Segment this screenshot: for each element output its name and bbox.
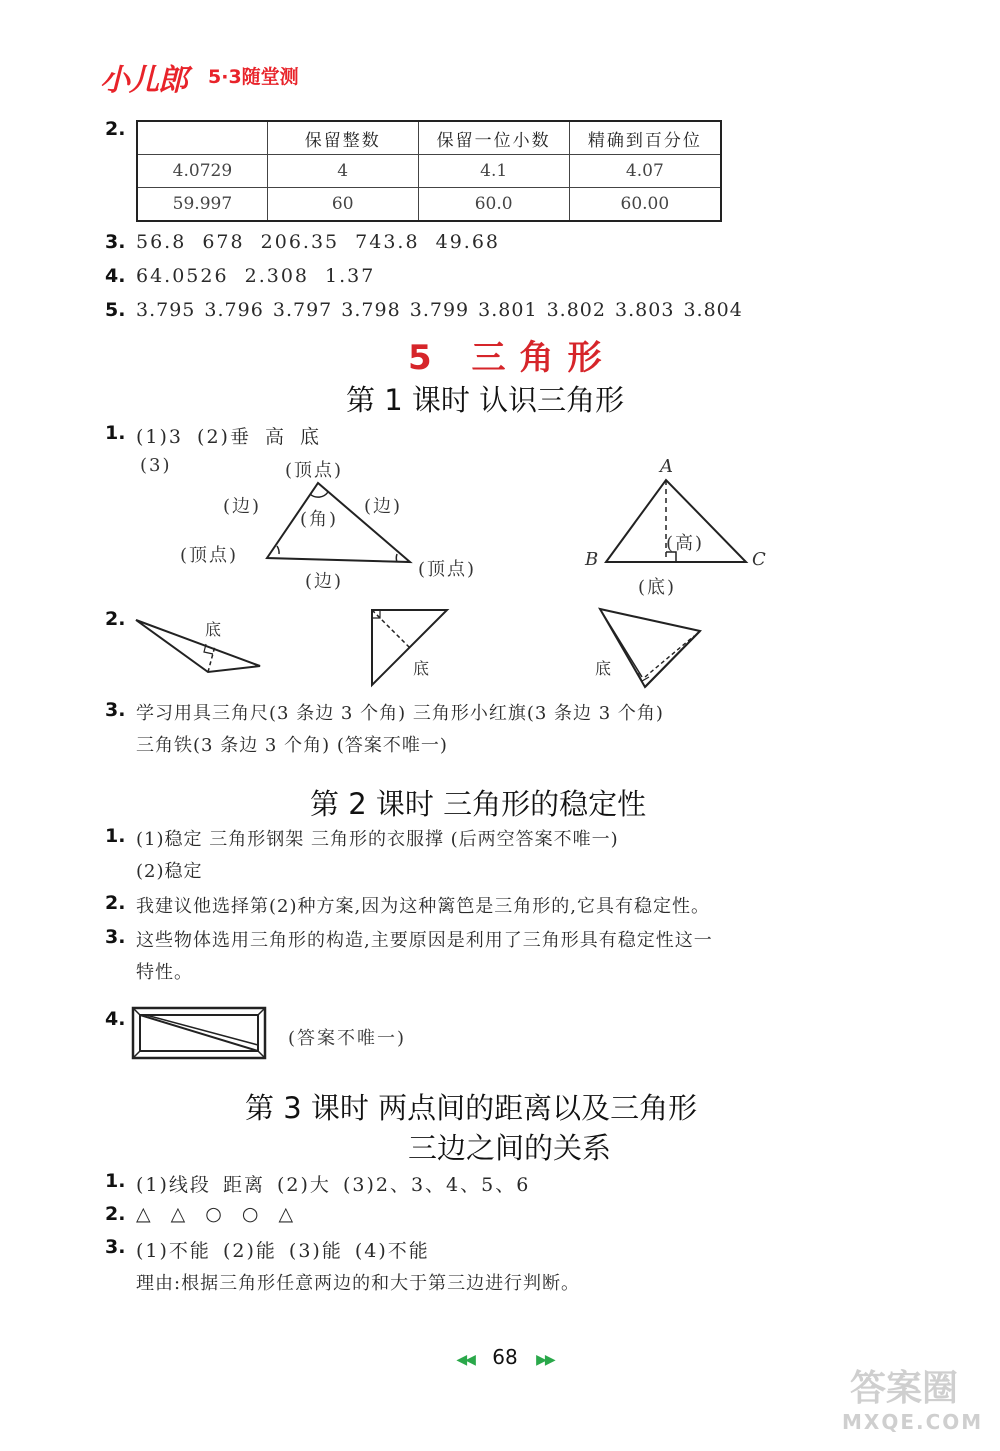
table-cell: 60.0: [418, 188, 569, 222]
page-number: [440, 1345, 570, 1369]
angle-label: (角): [300, 509, 339, 530]
page-number-text: 68: [492, 1345, 518, 1369]
question-number: 2.: [105, 608, 126, 630]
series-name: 5·3随堂测: [208, 66, 299, 88]
table-header-cell: [137, 121, 267, 155]
answer-text: (1)3 (2)垂 高 底: [136, 426, 322, 448]
braced-frame-figure: [130, 1005, 270, 1063]
answer-text: 64.0526 2.308 1.37: [136, 265, 376, 287]
table-cell: 59.997: [137, 188, 267, 222]
table-row: [137, 155, 721, 188]
watermark-title: 答案圈: [850, 1368, 959, 1409]
question-number: 4.: [105, 1008, 126, 1030]
prev-arrows-icon: ◀◀: [456, 1352, 474, 1368]
point-label-a: A: [660, 456, 675, 477]
answer-text: 特性。: [136, 962, 193, 983]
question-number: 1.: [105, 422, 126, 444]
question-number: 2.: [105, 892, 126, 914]
answer-text: 我建议他选择第(2)种方案,因为这种篱笆是三角形的,它具有稳定性。: [136, 896, 710, 917]
question-number: 3.: [105, 1236, 126, 1258]
answer-text: △ △ ○ ○ △: [136, 1203, 296, 1225]
table-cell: 4.0729: [137, 155, 267, 188]
lesson-title: 第 1 课时 认识三角形: [346, 383, 625, 417]
height-triangle-figure: [600, 470, 760, 570]
vertex-label: (顶点): [180, 545, 239, 566]
question-number: 5.: [105, 299, 126, 321]
question-number: 4.: [105, 265, 126, 287]
reason-text: 理由:根据三角形任意两边的和大于第三边进行判断。: [136, 1273, 581, 1294]
question-number: 1.: [105, 1170, 126, 1192]
question-number: 3.: [105, 699, 126, 721]
sub-question: (3): [140, 455, 172, 476]
rounding-table: [136, 120, 722, 222]
point-label-b: B: [585, 549, 601, 570]
brand-logo: 小儿郎: [100, 63, 187, 98]
table-header-cell: 精确到百分位: [569, 121, 721, 155]
lesson-title: 第 3 课时 两点间的距离以及三角形: [245, 1091, 698, 1125]
triangle-height-1: [130, 610, 270, 680]
base-label: (底): [638, 577, 677, 598]
question-number: 3.: [105, 231, 126, 253]
question-number: 3.: [105, 926, 126, 948]
chapter-title: 5 三角形: [408, 338, 616, 378]
next-arrows-icon: ▶▶: [536, 1352, 554, 1368]
answer-text: 学习用具三角尺(3 条边 3 个角) 三角形小红旗(3 条边 3 个角): [136, 703, 664, 724]
vertex-label: (顶点): [285, 460, 344, 481]
base-label: 底: [205, 620, 224, 639]
triangle-height-3: [590, 603, 710, 693]
lesson-title: 第 2 课时 三角形的稳定性: [310, 787, 647, 821]
question-number: 2.: [105, 118, 126, 140]
answer-text: (1)稳定 三角形钢架 三角形的衣服撑 (后两空答案不唯一): [136, 829, 619, 850]
table-row: [137, 188, 721, 222]
question-number: 2.: [105, 1203, 126, 1225]
answer-text: (1)不能 (2)能 (3)能 (4)不能: [136, 1240, 430, 1262]
base-label: 底: [595, 659, 614, 678]
table-header-cell: 保留一位小数: [418, 121, 569, 155]
table-cell: 60: [267, 188, 418, 222]
note-text: (答案不唯一): [288, 1028, 407, 1049]
base-label: 底: [413, 659, 432, 678]
lesson-title-continued: 三边之间的关系: [408, 1131, 612, 1165]
answer-text: (2)稳定: [136, 861, 203, 882]
edge-label: (边): [364, 496, 403, 517]
edge-label: (边): [223, 496, 262, 517]
table-cell: 4.07: [569, 155, 721, 188]
point-label-c: C: [752, 549, 768, 570]
height-label: (高): [666, 533, 705, 554]
answer-text: 这些物体选用三角形的构造,主要原因是利用了三角形具有稳定性这一: [136, 930, 713, 951]
watermark-url: MXQE.COM: [842, 1410, 984, 1434]
table-header-row: [137, 121, 721, 155]
question-number: 1.: [105, 825, 126, 847]
labeled-triangle-figure: [255, 470, 425, 570]
answer-text: (1)线段 距离 (2)大 (3)2、3、4、5、6: [136, 1174, 531, 1196]
table-header-cell: 保留整数: [267, 121, 418, 155]
edge-label: (边): [305, 571, 344, 592]
table-cell: 4.1: [418, 155, 569, 188]
answer-text: 三角铁(3 条边 3 个角) (答案不唯一): [136, 735, 448, 756]
answer-text: 3.795 3.796 3.797 3.798 3.799 3.801 3.802 3.803 3.804: [136, 299, 743, 321]
vertex-label: (顶点): [418, 559, 477, 580]
table-cell: 60.00: [569, 188, 721, 222]
triangle-height-2: [365, 605, 455, 690]
answer-text: 56.8 678 206.35 743.8 49.68: [136, 231, 500, 253]
table-cell: 4: [267, 155, 418, 188]
